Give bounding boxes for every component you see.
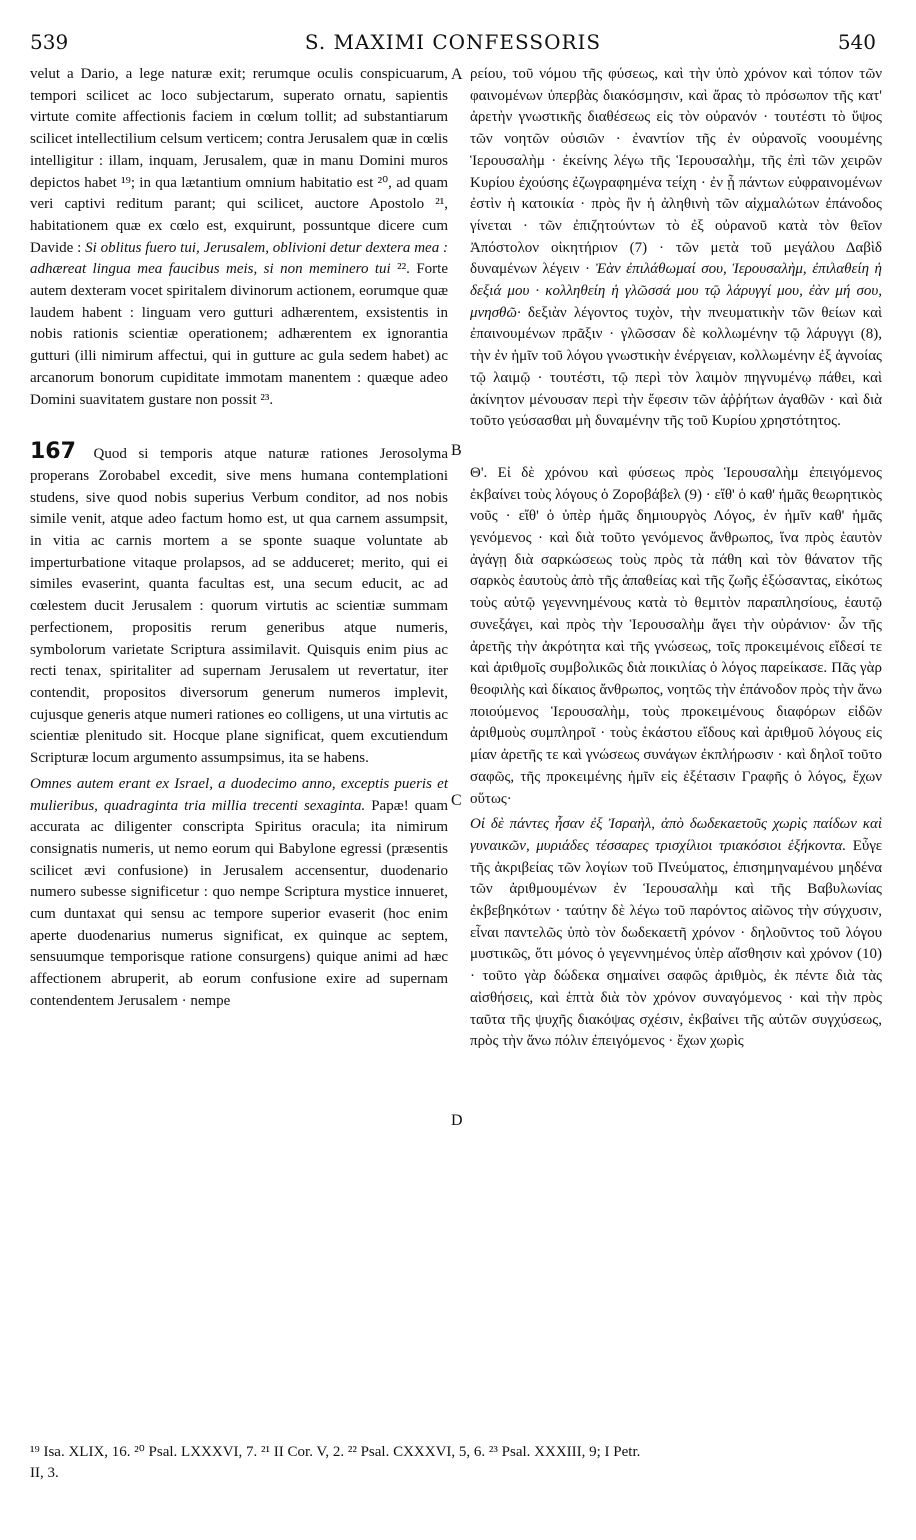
greek-paragraph-1 <box>470 64 882 433</box>
latin-text: ²². Forte autem dexteram vocet spiritalem divinorum actionem, eorumque quæ laudem habent : linguam vero gutturi adhærentem, exsistentis in nobis rationis scientiæ operationem; adhærentem ex ignorantia gutturi (illi nimirum affectui, qui in gutture ac gula sedem habet) ac arcanorum bonorum cupiditate immotam manentem : quæque adeo Domini suavitatem gustare non possit ²³. <box>30 261 448 408</box>
running-title: S. MAXIMI CONFESSORIS <box>304 30 602 54</box>
greek-scripture-quote: Οἱ δὲ πάντες ἦσαν ἐξ Ἰσραὴλ, ἀπὸ δωδεκαετοῦς χωρὶς παίδων καὶ γυναικῶν, μυριάδες τέσσαρες τρισχίλιοι τριακόσιοι ἑξήκοντα. <box>470 816 882 854</box>
greek-paragraph-3 <box>470 814 882 1053</box>
margin-letter-b: B <box>451 442 462 459</box>
latin-column <box>30 64 448 1013</box>
greek-text: δεξιὰν λέγοντος τυχὸν, τὴν πνευματικὴν τῶν θείων καὶ ἐπαινουμένων πρᾶξιν · γλῶσσαν δὲ κολλωμένην τῷ λάρυγγι (8), τὴν ἐν ἡμῖν τοῦ λόγου γνωστικὴν ἐνέργειαν, κολλωμένην ἐξ ἀγνοίας τῷ λαιμῷ · τουτέστι, τῷ περὶ τὸν λαιμὸν πηγνυμένῳ πάθει, καὶ ἀκίνητον μένουσαν περὶ τὴν ἔφεσιν τῶν ἀῤῥήτων ἀγαθῶν · καὶ διὰ τοῦτο γεύσασθαι μὴ δυναμένην τῆς τοῦ Κυρίου χρηστότητος. <box>470 304 883 430</box>
page-number-right: 540 <box>837 30 876 54</box>
section-number: 167 <box>30 439 76 465</box>
greek-text: Θ'. Εἰ δὲ χρόνου καὶ φύσεως πρὸς Ἱερουσαλὴμ ἐπειγόμενος ἐκβαίνει τοὺς λόγους ὁ Ζοροβάβελ (9) · εἴθ' ὁ καθ' ἡμᾶς θεωρητικὸς νοῦς · εἴθ' ὁ ὑπὲρ ἡμᾶς δημιουργὸς Λόγος, ἐν ἡμῖν καθ' ἡμᾶς γενόμενος · καὶ διὰ τοῦτο γενόμενος ἄνθρωπος, ἵνα πρὸς ἑαυτὸν ἀγάγῃ διὰ σαρκώσεως τοὺς πρὸς τὰ πάθη καὶ τὸν θάνατον τῆς σαρκὸς ἑαυτοὺς ἀπὸ τῆς ἀπαθείας καὶ τῆς ζωῆς ἐξώσαντας, εἰκότως τοὺς αὐτῷ γεγεννημένους κατὰ τὸ θεμιτὸν παραπλησίους, ἑαυτῷ συνεξάγει, καὶ πρὸς τὴν Ἱερουσαλὴμ ἄγει τὴν οὐράνιον· ὧν τῆς ἀρετῆς τὴν ἀκρότητα καὶ τῆς γνώσεως, τοῖς προκειμένοις εἴδεσί τε καὶ ἀριθμοῖς συμβολικῶς διὰ ποικιλίας ὁ λόγος παρείκασε. Πᾶς γὰρ θεοφιλὴς καὶ δίκαιος ἄνθρωπος, νοητῶς τὴν ἐπάνοδον πρὸς τὴν ἄνω ποιούμενος Ἱερουσαλὴμ, τοὺς προκειμένους διαφόρων εἰδῶν ἀριθμοὺς συμπληροῖ · τοὺς ἑκάστου εἴδους καὶ ἀριθμοῦ λόγους εἰς μίαν ἀρετῆς τε καὶ γνώσεως συνάγων ἐκπλήρωσιν · καὶ δηλοῖ τοῦτο σαφῶς, τῆς προκειμένης ἡμῖν εἰς ἐξέτασιν Γραφῆς ὁ λόγος, ἔχων οὕτως· <box>470 464 882 807</box>
footnotes <box>30 1442 880 1484</box>
latin-text: Quod si temporis atque naturæ rationes Jerosolyma properans Zorobabel excedit, sive mens humana contemplationi studens, sive quod nobis superius Verbum conditor, ad nos nobis simile venit, atque adeo factum homo est, ut qua carnem assumpsit, in vitia ac carnis mortem a se sponte suaque voluntate ab imperturbatione vitaque prolapsos, ad se adduceret; merito, qui ei similes evaserint, quanta facultas est, una secum educit, ac ad cœlestem ducit Jerusalem : quorum virtutis ac scientiæ summam perfectionem, propositis rerum generibus atque numeris, symbolorum varietate Scriptura assimilavit. Quisquis enim pius ac recti tenax, spiritaliter ad supernam Jerusalem ut revertatur, iter contendit, propositos diversorum generum numeros implevit, cujusque generis atque numeri rationes eo colligens, ut una virtutis ac scientiæ plenitudo sit. Hocque plane significat, quem excutiendum Scripturæ locum argumento assumpsimus, ita se habens. <box>30 446 448 767</box>
page-number-left: 539 <box>30 30 69 54</box>
running-header <box>30 30 876 60</box>
margin-letter-c: C <box>451 792 462 809</box>
latin-text: velut a Dario, a lege naturæ exit; rerumque oculis conspicuarum, tempori scilicet ac loco subjectarum, superato ornatu, sapientis virtute comite affectionis faciem in cœlum tollit; ad substantiarum scilicet intellectilium celsum verticem; contra Jerusalem quæ in cœlis intelligitur : illam, inquam, Jerusalem, quæ in manu Domini muros depictos habet ¹⁹; in qua lætantium omnium habitatio est ²⁰, ad quam veri captivi reditum parant; qui scilicet, auctore Apostolo ²¹, habitationem quæ ex cœlo est, exquirunt, possuntque dicere cum Davide : <box>30 66 448 256</box>
greek-text: Εὖγε τῆς ἀκριβείας τῶν λογίων τοῦ Πνεύματος, ἐπισημηναμένου μηδένα τῶν ἀριθμουμένων ἐν Ἱερουσαλὴμ καὶ τῆς Βαβυλωνίας ἐκβεβηκότων · ταύτην δὲ λέγω τοῦ παρόντος αἰῶνος τὴν σύγχυσιν, εἶναι παντελῶς ὑπὸ τὸν δωδεκαετῆ χρόνον · δηλοῦντος τοῦ λόγου μυστικῶς, ὅτι μόνος ὁ γεγεννημένος ὑπὲρ αἴσθησιν καὶ χρόνον (10) · τοῦτο γὰρ δώδεκα σημαίνει σαφῶς ἀριθμὸς, ἐκ πέντε διὰ τὰς αἰσθήσεις, καὶ ἑπτὰ διὰ τὸν χρόνον συναγόμενος · καὶ τὴν πρὸς ταῦτα τῆς ψυχῆς διακόψας σχέσιν, ἐκβαίνει τῆς αὐτῶν συγχύσεως, πρὸς τὴν ἄνω πόλιν ἐπειγόμενος · ἔχων χωρὶς <box>470 837 882 1050</box>
margin-letter-d: D <box>451 1112 463 1129</box>
footnote-line: II, 3. <box>30 1465 59 1481</box>
latin-paragraph-2 <box>30 441 448 770</box>
greek-paragraph-2 <box>470 463 882 810</box>
latin-scripture-quote: Omnes autem erant ex Israel, a duodecimo anno, exceptis pueris et mulieribus, quadraginta tria millia trecenti sexaginta. <box>30 775 448 814</box>
footnote-line: ¹⁹ Isa. XLIX, 16. ²⁰ Psal. LXXXVI, 7. ²¹ II Cor. V, 2. ²² Psal. CXXXVI, 5, 6. ²³ Psal. XXXIII, 9; I Petr. <box>30 1444 641 1460</box>
greek-text: ρείου, τοῦ νόμου τῆς φύσεως, καὶ τὴν ὑπὸ χρόνον καὶ τόπον τῶν φαινομένων ὑπερβὰς διακόσμησιν, καὶ ἄρας τὸ πρόσωπον τῆς κατ' ἀρετὴν γνωστικῆς διαθέσεως εἰς τὸν οὐρανόν · τουτέστι τὸ ὕψος τῶν νοητῶν οὐσιῶν · ἐναντίον τῆς ἐν οὐρανοῖς νοουμένης Ἱερουσαλὴμ · ἐκείνης λέγω τῆς Ἱερουσαλὴμ, τῆς ἐπὶ τῶν χειρῶν Κυρίου ἐχούσης ἐζωγραφημένα τείχη · ἐν ᾗ πάντων εὐφραινομένων ἐστὶν ἡ κατοικία · πρὸς ἣν ἡ ἀληθινὴ τῶν αἰχμαλώτων ἐπάνοδος γίνεται · τῶν ἐπιζητούντων τὸ ἐξ οὐρανοῦ κατὰ τὸν θεῖον Ἀπόστολον οἰκητήριον (7) · τῶν μετὰ τοῦ μεγάλου Δαβὶδ δυναμένων λέγειν · <box>470 66 882 278</box>
latin-paragraph-1 <box>30 64 448 411</box>
latin-psalm-quote: Si oblitus fuero tui, Jerusalem, oblivioni detur dextera mea : adhæreat lingua mea faucibus meis, si non meminero tui <box>30 239 449 278</box>
greek-column <box>470 64 882 1053</box>
greek-psalm-quote: Ἐὰν ἐπιλάθωμαί σου, Ἱερουσαλὴμ, ἐπιλαθείη ἡ δεξιά μου · κολληθείη ἡ γλῶσσά μου τῷ λάρυγγί μου, ἐὰν μή σου, μνησθῶ· <box>470 261 882 321</box>
latin-text: Papæ! quam accurata ac diligenter conscripta Spiritus oracula; ita nimirum consignatis numeris, ut nemo eorum qui Babylone egressi (præsentis scilicet ævi confusione) in Jerusalem accensentur, duodenario numero subesse significetur : quo nempe Scriptura mystice innueret, cum duntaxat qui sensu ac tempore superior evaserit (hoc enim aperte duodenarius numerus significat, ex quinque ac septem, sensuumque temporisque ratione consurgens) quique animi ad hæc affectionem abruperit, ab eorum confusione exire ad supernam contendentem Jerusalem · nempe <box>30 797 449 1009</box>
latin-paragraph-3 <box>30 774 448 1013</box>
margin-letter-a: A <box>451 66 463 83</box>
